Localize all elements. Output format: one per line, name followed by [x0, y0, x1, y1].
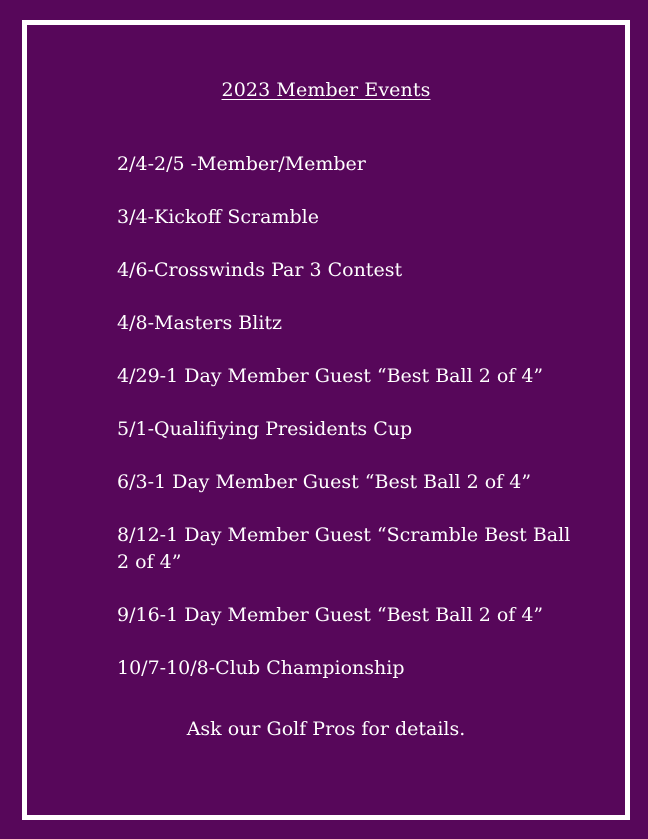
events-list: [117, 151, 587, 708]
event-item: 4/6-Crosswinds Par 3 Contest: [117, 259, 403, 281]
event-item: 8/12-1 Day Member Guest “Scramble Best Ball 2 of 4”: [117, 524, 571, 573]
event-item: 4/29-1 Day Member Guest “Best Ball 2 of 4”: [117, 365, 544, 387]
event-item: 5/1-Qualifiying Presidents Cup: [117, 418, 413, 440]
event-item: 3/4-Kickoff Scramble: [117, 206, 319, 228]
page-title: 2023 Member Events: [221, 79, 431, 101]
event-item: 4/8-Masters Blitz: [117, 312, 283, 334]
event-item: 6/3-1 Day Member Guest “Best Ball 2 of 4”: [117, 471, 532, 493]
event-item: 10/7-10/8-Club Championship: [117, 657, 405, 679]
page-border-frame: [22, 20, 630, 820]
event-item: 9/16-1 Day Member Guest “Best Ball 2 of 4”: [117, 604, 544, 626]
event-item: 2/4-2/5 -Member/Member: [117, 153, 366, 175]
footer-note: Ask our Golf Pros for details.: [186, 718, 466, 740]
